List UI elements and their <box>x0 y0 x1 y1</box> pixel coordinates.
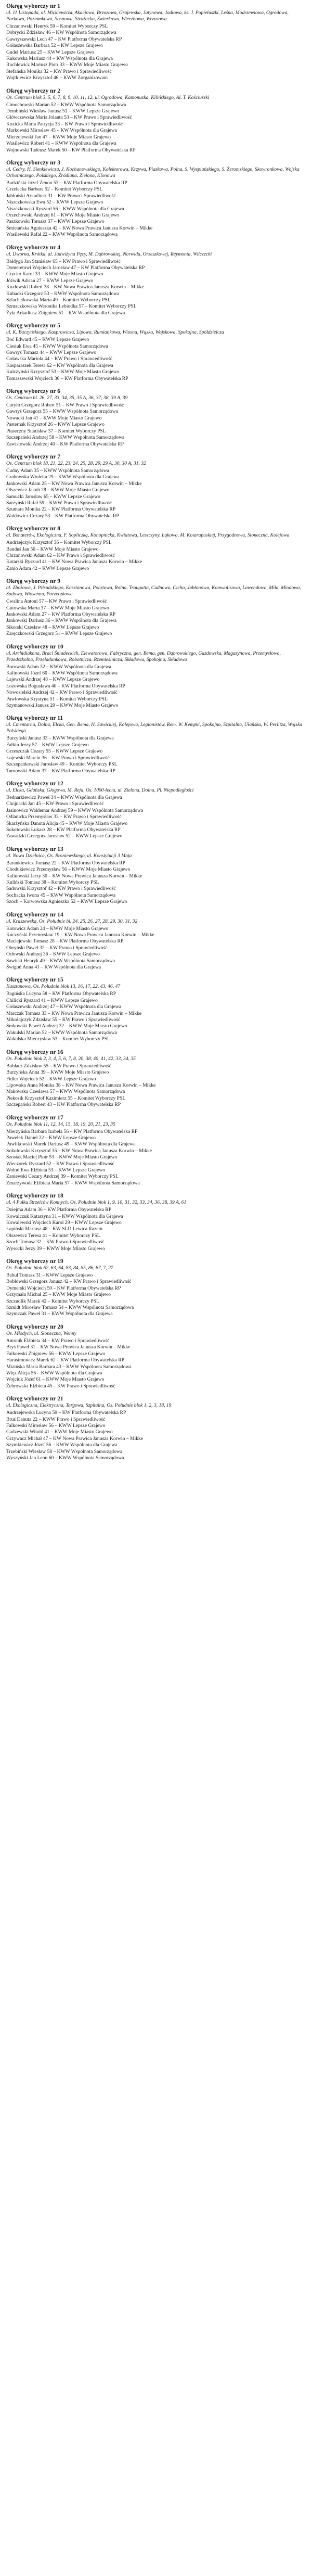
candidate-entry: Ćwalina Antoni 57 – KW Prawo i Sprawiedliwość <box>6 598 107 605</box>
candidate-entry: Barankiewicz Tomasz 22 – KW Platforma Obywatelska RP <box>6 860 125 866</box>
district-title: Okręg wyborczy nr 14 <box>6 911 63 918</box>
district-title: Okręg wyborczy nr 1 <box>6 3 61 9</box>
candidate-entry: Sadowski Krzysztof 42 – KW Prawo i Sprawiedliwość <box>6 886 116 892</box>
candidate-entry: Fałkin Jerzy 57 – KWW Lepsze Grajewo <box>6 742 89 748</box>
candidate-entry: Wieczorek Ryszard 52 – KW Prawo i Sprawiedliwość <box>6 1161 114 1167</box>
candidate-entry: Więz Alicja 56 – KWW Wspólnota dla Grajewa <box>6 1370 102 1376</box>
district-title: Okręg wyborczy nr 3 <box>6 159 61 166</box>
candidate-entry: Bobłowski Grzegorz Janusz 42 – KW Prawo i Sprawiedliwość <box>6 1279 132 1285</box>
candidate-entry: Kozłowski Robert 38 – KW Nowa Prawica Janusza Korwin – Mikke <box>6 284 144 290</box>
district-title: Okręg wyborczy nr 12 <box>6 780 63 787</box>
candidate-entry: Banduś Jan 50 – KWW Moje Miasto Grajewo <box>6 546 99 552</box>
district-section <box>6 88 306 154</box>
candidate-entry: Dobrycki Zdzisław 46 – KW Wspólnota Samorządowa <box>6 30 116 36</box>
candidate-list <box>6 102 306 154</box>
candidate-entry: Kalinowski Józef 60 – KWW Wspólnota Samorządowa <box>6 670 118 677</box>
candidate-entry: Szczepański Andrzej 58 – KWW Wspólnota Samorządowa <box>6 435 125 441</box>
district-title: Okręg wyborczy nr 17 <box>6 1114 63 1121</box>
district-section <box>6 1258 306 1318</box>
candidate-entry: Szoch – Karwowska Agnieszka 52 – KWW Lepsze Grajewo <box>6 899 127 905</box>
candidate-entry: Sokołowski Łukasz 28 – KW Platforma Obywatelska RP <box>6 826 121 833</box>
candidate-entry: Burzyński Janusz 33 – KWW Wspólnota dla Grajewa <box>6 735 114 742</box>
candidate-entry: Ruchlewicz Mariusz Piotr 33 – KWW Moje Miasto Grajewo <box>6 62 128 68</box>
candidate-entry: Jasinowicz Waldemar Andrzej 59 – KWW Wspólnota Samorządowa <box>6 807 144 813</box>
candidate-entry: Orłowski Andrzej 36 – KWW Lepsze Grajewo <box>6 951 100 958</box>
candidate-entry: Szymkiewicz Józef 56 – KWW Wspólnota dla Grajewa <box>6 1442 118 1448</box>
candidate-entry: Cimochowski Marian 52 – KWW Wspólnota Samorządowa <box>6 101 126 108</box>
candidate-entry: Piekosik Krzysztof Kazimierz 55 – Komitet Wyborczy PSL <box>6 1095 126 1101</box>
district-section <box>6 160 306 238</box>
candidate-list <box>6 991 306 1042</box>
candidate-entry: Bobłacz Zdzisław 55 – KW Prawo i Sprawiedliwość <box>6 1063 112 1069</box>
district-title: Okręg wyborczy nr 15 <box>6 977 63 984</box>
candidate-entry: Wasilewski Rafał 22 – KWW Wspólnota Samorządowa <box>6 232 118 238</box>
candidate-entry: Cudny Adam 35 – KWW Wspólnota Samorządowa <box>6 467 109 474</box>
candidate-entry: Gutowska Marta 37 – KWW Moje Miasto Grajewo <box>6 605 109 611</box>
candidate-entry: Żyła Arkadiusz Zbigniew 51 – KW Wspólnota dla Grajewa <box>6 310 125 316</box>
candidate-entry: Jankowski Adam 25 – KW Nowa Prawica Janusza Korwin – Mikke <box>6 480 142 487</box>
candidate-entry: Wołod Ewa Elżbieta 53 – KWW Lepsze Grajewo <box>6 1167 106 1173</box>
candidate-entry: Zanio Adam 42 – KWW Lepsze Grajewo <box>6 565 89 571</box>
candidate-entry: Gawryś Grzegorz 55 – KWW Wspólnota Samorządowa <box>6 409 118 415</box>
candidate-entry: Tomaszewski Wojciech 36 – KW Platforma Obywatelska RP <box>6 375 128 381</box>
district-section <box>6 1193 306 1252</box>
candidate-entry: Jóźwik Adrian 27 – KWW Lepsze Grajewo <box>6 277 94 284</box>
candidate-list <box>6 468 306 519</box>
candidate-entry: Chilicki Ryszard 41 – KWW Lepsze Grajewo <box>6 997 98 1003</box>
district-section <box>6 245 306 317</box>
district-title: Okręg wyborczy nr 2 <box>6 87 61 94</box>
district-section <box>6 323 306 382</box>
candidate-entry: Kubacki Grzegorz 53 – KWW Wspólnota Samorządowa <box>6 290 120 297</box>
candidate-entry: Nowacki Jan 41 – KWW Moje Miasto Grajewo <box>6 415 102 421</box>
district-section <box>6 977 306 1042</box>
candidate-entry: Szczepański Robert 43 – KW Platforma Obywatelska RP <box>6 1102 121 1108</box>
candidate-list <box>6 926 306 971</box>
candidate-list <box>6 1410 306 1461</box>
district-section <box>6 1115 306 1187</box>
candidate-entry: Boć Edward 45 – KWW Lepsze Grajewo <box>6 337 89 343</box>
candidate-entry: Szmaczkowska Weronika Lebiodka 57 – Komitet Wyborczy PSL <box>6 303 137 310</box>
candidate-entry: Andrzejewska Lucyna 59 – KW Platforma Obywatelska RP <box>6 1410 126 1416</box>
candidate-entry: Bednarkiewicz Paweł 34 – KWW Wspólnota dla Grajewa <box>6 794 122 800</box>
candidate-entry: Gołaszewski Andrzej 47 – KWW Wspólnota dla Grajewa <box>6 1004 122 1010</box>
candidate-entry: Sikorski Czesław 48 – KWW Lepsze Grajewo <box>6 624 99 630</box>
candidate-entry: Kuliński Tomasz 38 – Komitet Wyborczy PSL <box>6 879 99 885</box>
candidate-entry: Domeretowi Wojciech Jarosław 47 – KW Platforma Obywatelska RP <box>6 264 145 271</box>
candidate-entry: Bryś Paweł 31 – KW Nowa Prawica Janusza Korwin – Mikke <box>6 1344 131 1350</box>
district-section <box>6 3 306 82</box>
candidate-entry: Wojnowski Tadeusz Marek 50 – KW Platforma Obywatelska RP <box>6 147 136 153</box>
district-title: Okręg wyborczy nr 18 <box>6 1193 63 1200</box>
candidate-entry: Gadzewski Witold 41 – KWW Moje Miasto Grajewo <box>6 1429 113 1435</box>
candidate-entry: Gawryszewski Lech 47 – KW Platforma Obywatelska RP <box>6 36 122 42</box>
candidate-entry: Trzebiński Wiesław 58 – KWW Wspólnota Samorządowa <box>6 1448 123 1455</box>
candidate-entry: Śmietańska Agnieszka 42 – KW Nowa Prawica Janusza Korwin – Mikke <box>6 225 153 231</box>
candidate-entry: Waldowicz Cezary 53 – KW Platforma Obywatelska RP <box>6 513 119 519</box>
candidate-entry: Chrzanowski Adam 62 – KW Prawo i Sprawiedliwość <box>6 552 115 558</box>
candidate-list <box>6 735 306 774</box>
district-title: Okręg wyborczy nr 8 <box>6 526 61 532</box>
candidate-list <box>6 259 306 317</box>
candidate-entry: Kuczyński Przemysław 19 – KW Nowa Prawica Janusza Korwin – Mikke <box>6 932 154 938</box>
candidate-entry: Pasternak Krzysztof 26 – KWW Lepsze Grajewo <box>6 422 105 428</box>
candidate-entry: Łapiński Mariusz 48 – KW SLD Lewica Razem <box>6 1226 102 1232</box>
district-title: Okręg wyborczy nr 5 <box>6 323 61 329</box>
candidate-entry: Główczewska Maria Jolanta 53 – KW Prawo i Sprawiedliwość <box>6 114 132 121</box>
candidate-entry: Zawistowski Andrzej 40 – KW Platforma Obywatelska RP <box>6 441 124 447</box>
candidate-entry: Zawadzki Grzegorz Jarosław 52 – KWW Lepsze Grajewo <box>6 833 123 839</box>
candidate-entry: Grzelecka Barbara 52 – Komitet Wyborczy PSL <box>6 186 103 193</box>
candidate-entry: Mierzyńska Barbara Izabela 56 – KW Platforma Obywatelska RP <box>6 1128 138 1134</box>
candidate-entry: Babul Tomasz 31 – KWW Lepsze Grajewo <box>6 1272 93 1279</box>
candidate-entry: Chodukiewicz Przemysław 56 – KWW Moje Miasto Grajewo <box>6 866 131 873</box>
candidate-entry: Andrzejczyk Krzysztof 36 – Komitet Wyborczy PSL <box>6 540 112 546</box>
district-section <box>6 1324 306 1389</box>
candidate-entry: Kukowska Mariusz 44 – KW Wspólnota dla Grajewa <box>6 56 113 62</box>
district-streets: Kasztanowa, Os. Południe blok 13, 16, 17, 22, 43, 46, 47 <box>6 984 121 990</box>
candidate-entry: Pawlikowski Marek Dariusz 49 – KWW Wspólnota dla Grajewa <box>6 1141 136 1147</box>
candidate-list <box>6 860 306 906</box>
candidate-list <box>6 402 306 448</box>
candidate-entry: Kalinowski Jerzy 30 – KW Nowa Prawica Janusza Korwin – Mikke <box>6 873 142 879</box>
district-title: Okręg wyborczy nr 7 <box>6 453 61 460</box>
district-section <box>6 781 306 840</box>
candidate-list <box>6 598 306 637</box>
district-streets: al. Bohaterów, Ekologiczna, F. Sopliczką, Konopnicka, Kwiatowa, Leszczyny, Łąkowa, M. Kotarapuskiej, Przygodnowa, Słoneczna, Kolejowa <box>6 532 290 539</box>
candidate-entry: Chrzanowski Henryk 59 – Komitet Wyborczy PSL <box>6 23 108 29</box>
district-streets: Os. Południe blok 11, 12, 14, 15, 18, 19, 20, 21, 23, 35 <box>6 1121 115 1127</box>
district-section <box>6 644 306 709</box>
district-streets: Os. Centrum bl. 26, 27, 33, 34, 35, 35 A, 36, 37, 38, 39 A, 39 <box>6 395 128 401</box>
candidate-entry: Sochacka Iwona 45 – KWW Wspólnota Samorządowa <box>6 892 116 898</box>
candidate-entry: Łojewski Marcin 36 – KW Prawo i Sprawiedliwość <box>6 755 110 761</box>
district-streets: al. Zbożowa, J. Piłsudskiego, Kasztanowa, Pocztowa, Rolna, Traugutta, Cudnowa, Cicha, Jabłonowa, Komwalisowa, Lawendowa, Miła, Miodowa, Sadowa, Wiosenna, Porzeczkowe <box>6 585 301 597</box>
candidate-entry: Wojtkiewicz Krzysztof 46 – KWW Zorganizowani <box>6 75 108 81</box>
candidate-entry: Kowalewski Wojciech Karol 29 – KWW Lepsze Grajewo <box>6 1220 122 1226</box>
district-section <box>6 1049 306 1108</box>
district-title: Okręg wyborczy nr 16 <box>6 1049 63 1055</box>
candidate-entry: Pawełek Daniel 22 – KWW Lepsze Grajewo <box>6 1134 96 1141</box>
candidate-entry: Szmidt Mirosław Tomasz 54 – KWW Wspólnota Samorządowa <box>6 1305 134 1311</box>
candidate-entry: Olszewicz Jakub 28 – KWW Moje Miasto Grajewo <box>6 487 110 493</box>
district-streets: ul. 4 Pułku Strzelców Konnych, Os. Południe blok 1, 9, 10, 31, 32, 33, 34, 36, 38, 39 A, 61 <box>6 1200 187 1206</box>
candidate-entry: Sarzyński Rafał 59 – KWW Prawo i Sprawiedliwość <box>6 500 112 506</box>
candidate-entry: Skarżyńska Danuta Alicja 45 – KWW Moje Miasto Grajewo <box>6 820 128 826</box>
candidate-entry: Kowalczuk Katarzyna 31 – KWW Wspólnota dla Grajewa <box>6 1213 123 1219</box>
candidate-entry: Bałdyga Jan Stanisław 65 – KW Prawo i Sprawiedliwość <box>6 258 121 264</box>
district-section <box>6 912 306 971</box>
district-section <box>6 578 306 637</box>
candidate-entry: Curyło Grzegorz Robert 51 – KW Prawo i Sprawiedliwość <box>6 402 124 409</box>
candidate-entry: Wasilewicz Robert 41 – KWW Wspólnota dla Grajewa <box>6 141 116 147</box>
candidate-entry: Pawłowska Krystyna 51 – Komitet Wyborczy PSL <box>6 696 108 702</box>
district-streets: ul. Kraszewska, Os. Południe bl. 24, 25, 26, 27, 28, 29, 30, 31, 32 <box>6 918 138 924</box>
candidate-entry: Falkowski Zbigniew 56 – KWW Lepsze Grajewo <box>6 1350 106 1357</box>
district-streets: ul. Cmentarna, Dolna, Ełcka, Gen. Bema, H. Sawickiej, Kolejowa, Legionistów, Rem. W. Kempki, Spokojna, Szpitalna, Ułańska, W. Perlitza, Wojska Polskiego <box>6 722 303 734</box>
candidate-entry: Marczak Tomasz 33 – KW Nowa Prawica Janusza Korwin – Mikke <box>6 1010 142 1016</box>
district-streets: ul. Dworna, Krótka, al. Jadwiżyna Pęcy, M. Dąbrowskiej, Norwida, Orzeszkowej, Reymonta, Wilczecki <box>6 251 212 257</box>
candidate-entry: Makowska Czesława 57 – KWW Wspólnota Samorządowa <box>6 1089 125 1095</box>
candidate-entry: Szlachetkowska Marta 49 – Komitet Wyborczy PSL <box>6 297 111 303</box>
candidate-entry: Łajewski Andrzej 48 – KWW Lepsze Grajewo <box>6 677 100 683</box>
district-section <box>6 526 306 572</box>
candidate-list <box>6 1063 306 1108</box>
candidate-entry: Borowski Adam 32 – KWW Wspólnota dla Grajewa <box>6 664 111 670</box>
candidate-entry: Grycko Karol 33 – KWW Moje Miasto Grajewo <box>6 271 103 277</box>
candidate-entry: Grzymała Michał 25 – KWW Moje Miasto Grajewo <box>6 1292 111 1298</box>
district-section <box>6 846 306 906</box>
candidate-entry: Szoch Tomasz 32 – KW Prawo i Sprawiedliwość <box>6 1239 105 1245</box>
candidate-entry: Wyszyński Jan Leon 60 – KWW Wspólnota Samorządowa <box>6 1455 124 1461</box>
candidate-entry: Szymanowski Janusz 29 – KWW Moje Miasto Grajewo <box>6 703 119 709</box>
district-title: Okręg wyborczy nr 9 <box>6 578 61 585</box>
candidate-entry: Obryński Paweł 32 – KW Prawo i Sprawiedliwość <box>6 945 108 951</box>
district-title: Okręg wyborczy nr 21 <box>6 1396 63 1402</box>
candidate-entry: Goławska Mariola 44 – KW Prawo i Sprawiedliwość <box>6 356 113 362</box>
district-section <box>6 454 306 519</box>
district-section <box>6 1396 306 1461</box>
candidate-entry: Lipowska Anna Monika 38 – KW Nowa Prawica Janusza Korwin – Mikke <box>6 1082 156 1088</box>
candidate-entry: Harasimowicz Marek 62 – KW Platforma Obywatelska RP <box>6 1357 125 1363</box>
candidate-entry: Grzeszczak Cezary 55 – KWW Lepsze Grajewo <box>6 748 103 755</box>
candidate-entry: Jabłoński Arkadiusz 31 – KW Prawo i Sprawiedliwość <box>6 193 116 199</box>
candidate-entry: Smkowski Paweł Andrzej 32 – KWW Moje Miasto Grajewo <box>6 1023 127 1029</box>
candidate-entry: Szymczak Paweł 31 – KWW Wspólnota dla Grajewa <box>6 1311 113 1317</box>
candidate-entry: Wakulski Marian 52 – KWW Wspólnota Samorządowa <box>6 1029 118 1036</box>
district-title: Okręg wyborczy nr 20 <box>6 1323 63 1330</box>
candidate-entry: Kulczyński Krzysztof 53 – KWW Moje Miasto Grajewo <box>6 369 120 375</box>
candidate-entry: Jankowski Adam 27 – KW Platforma Obywatelska RP <box>6 611 116 617</box>
candidate-entry: Orzechowski Andrzej 61 – KWW Moje Miasto Grajewo <box>6 212 119 218</box>
candidate-entry: Dembiński Wiesław Janusz 51 – KWW Lepsze Grajewo <box>6 108 119 114</box>
candidate-list <box>6 1207 306 1252</box>
district-streets: ul. Archidiakona, Braci Śniadeckich, Elewatorowa, Fabryczna, gen. Bema, gen. Dąbrowskiego, Gazdowska, Magazynowa, Przemysłowa, Przedszkolna, Przeładunkowa, Robotnicza, Rzemieślnicza, Składowa, Spokojna, Składowa <box>6 650 281 662</box>
candidate-entry: Sokołowski Krzysztof 35 – KW Nowa Prawica Janusza Korwin – Mikke <box>6 1147 152 1154</box>
candidate-list <box>6 180 306 238</box>
district-streets: ul. Ekologiczna, Elektryczna, Targowa, Szpitalna, Os. Południe blok 1, 2, 3, 18, 19 <box>6 1402 172 1409</box>
candidate-entry: Grzywacz Michał 47 – KW Nowa Prawica Janusza Korwin – Mikke <box>6 1435 144 1442</box>
district-streets: Os. Południe blok 2, 3, 4, 5, 6, 7, 8, 20, 38, 40, 41, 42, 33, 34, 35 <box>6 1055 136 1062</box>
candidate-entry: Niszczkowski Ryszard 56 – KWW Wspólnota dla Grajewa <box>6 206 124 212</box>
district-streets: ul. K. Baczyńskiego, Kasprowicza, Lipowa, Rumiankowa, Wiosna, Wąska, Wojskowa, Spokojna, Spółdzielcza <box>6 329 224 336</box>
candidate-list <box>6 1272 306 1318</box>
district-streets: Os. Młodych, ul. Słoneczna, Wenny <box>6 1330 76 1336</box>
candidate-entry: Odlanicka Przemysław 33 – KW Prawo i Sprawiedliwość <box>6 814 122 820</box>
candidate-entry: Łozowska Bogusława 40 – KW Platforma Obywatelska RP <box>6 683 125 689</box>
candidate-entry: Budziński Józef Zenon 53 – KW Platforma Obywatelska RP <box>6 180 127 186</box>
candidate-entry: Niszczkowska Ewa 52 – KWW Lepsze Grajewo <box>6 199 103 206</box>
candidate-entry: Dymerski Wojciech 50 – KW Platforma Obywatelska RP <box>6 1285 121 1291</box>
district-streets: Os. Południe blok 62, 63, 64, 83, 84, 85, 86, 87, 7, 27 <box>6 1265 113 1271</box>
candidate-entry: Piaseczny Stanisław 37 – Komitet Wyborczy PSL <box>6 428 106 434</box>
candidate-entry: Mikołajczyk Zdzisław 55 – KW Prawo i Sprawiedliwość <box>6 1017 121 1023</box>
candidate-entry: Kozicka Maria Patrycja 33 – KW Prawo i Sprawiedliwość <box>6 121 123 127</box>
candidate-entry: Ciesiuk Ewa 45 – KWW Wspólnota Samorządowa <box>6 343 108 349</box>
district-title: Okręg wyborczy nr 6 <box>6 388 61 395</box>
candidate-entry: Nowosielski Andrzej 42 – KW Prawo i Sprawiedliwość <box>6 690 118 696</box>
candidate-entry: Szumara Monika 22 – KW Platforma Obywatelska RP <box>6 506 116 513</box>
candidate-entry: Wysocki Jerzy 39 – KWW Moje Miasto Grajewo <box>6 1245 105 1252</box>
candidate-entry: Zaniewski Cezary Andrzej 39 – Komitet Wyborczy PSL <box>6 1174 119 1180</box>
district-title: Okręg wyborczy nr 19 <box>6 1258 63 1265</box>
candidate-entry: Zmarzywoda Elżbieta Maria 57 – KWW Wspólnota Samorządowa <box>6 1180 140 1186</box>
district-streets: ul. Nowa Dzielnica, Os. Broniewskiego, al. Konstytucji 3 Maja <box>6 852 132 859</box>
candidate-entry: Samucki Jarosław 65 – KWW Lepsze Grajewo <box>6 493 100 500</box>
district-streets: ul. 11 Listopada, al. Mickiewicza, Akacjowa, Brzozowa, Grajewska, Jatynowa, Jodłowa, ks. J. Popiełuszki, Leśna, Modrzewiowa, Ogrodowa, Parkowa, Poziomkowa, Sosnowa, Strażacka, Świerkowa, Wierzbowa, Wrzosowa <box>6 10 289 22</box>
candidate-entry: Falkowski Mirosław 56 – KWW Lepsze Grajewo <box>6 1422 106 1429</box>
candidate-entry: Bagińska Lucyna 58 – KW Platforma Obywatelska RP <box>6 991 116 997</box>
candidate-list <box>6 795 306 840</box>
candidate-entry: Tarnowski Adam 37 – KW Platforma Obywatelska RP <box>6 768 115 774</box>
district-streets: Os. Centrum blok 3, 5, 6, 7, 8, 9, 10, 11, 12, ul. Ogrodowa, Kamonuska, Kilińskiego, Al. T. Kościuszki <box>6 94 210 100</box>
candidate-list <box>6 23 306 82</box>
candidate-entry: Żebrowska Elżbieta 45 – KW Prawo i Sprawiedliwość <box>6 1383 115 1389</box>
candidate-list <box>6 1338 306 1389</box>
candidate-list <box>6 540 306 572</box>
district-streets: Os. Centrum blok 18, 21, 22, 23, 24, 25, 28, 29, 29 A, 30, 30 A, 31, 32 <box>6 460 146 466</box>
district-section <box>6 715 306 774</box>
candidate-entry: Burzyńska Anna 39 – KWW Moje Miasto Grajewo <box>6 1069 109 1076</box>
candidate-entry: Maciejewski Tomasz 28 – KW Platforma Obywatelska RP <box>6 938 124 945</box>
candidate-entry: Szostak Maciej Piotr 53 – KWW Moje Miasto Grajewo <box>6 1154 118 1161</box>
candidate-entry: Paszkowski Tomasz 37 – KWW Lepsze Grajewo <box>6 219 105 225</box>
candidate-entry: Chojnacki Jan 45 – KW Prawo i Sprawiedliwość <box>6 801 104 807</box>
district-streets: ul. Ełcka, Gdańska, Głogowa, M. Reja, Os. 1000-lecia, ul. Zielona, Dolna, Pl. Niepodległości <box>6 787 194 793</box>
candidate-entry: Gudel Mariusz 25 – KWW Lepsze Grajewo <box>6 49 94 55</box>
candidate-entry: Szczudlik Marek 42 – Komitet Wyborczy PSL <box>6 1298 99 1304</box>
candidate-entry: Wakulska Mieczysław 53 – Komitet Wyborczy PSL <box>6 1036 110 1042</box>
candidate-entry: Gawryś Tomasz 44 – KWW Lepsze Grajewo <box>6 350 97 356</box>
candidate-entry: Mizińska Maria Barbara 43 – KWW Wspólnota Samorządowa <box>6 1363 132 1370</box>
candidate-list <box>6 1129 306 1187</box>
candidate-entry: Bruś Danuta 22 – KWW Prawo i Sprawiedliwość <box>6 1416 106 1422</box>
candidate-entry: Stefańska Monika 32 – KW Prawo i Sprawiedliwość <box>6 68 112 74</box>
candidate-list <box>6 337 306 382</box>
candidate-list <box>6 664 306 709</box>
candidate-entry: Wojciuk Józef 61 – KWW Moje Miasto Grajewo <box>6 1376 105 1383</box>
candidate-entry: Fidler Wojciech 52 – KWW Lepsze Grajewo <box>6 1076 96 1082</box>
candidate-entry: Jankowski Dariusz 36 – KWW Wspólnota dla Grajewa <box>6 618 116 624</box>
candidate-entry: Olszewicz Teresa 41 – Komitet Wyborczy PSL <box>6 1232 100 1239</box>
candidate-entry: Szczepankowski Jarosław 49 – Komitet Wyborczy PSL <box>6 761 118 768</box>
district-title: Okręg wyborczy nr 4 <box>6 244 61 251</box>
candidate-entry: Grabowska Wioletta 29 – KWW Wspólnota dla Grajewa <box>6 474 120 480</box>
district-title: Okręg wyborczy nr 11 <box>6 715 63 722</box>
candidate-entry: Kotowicz Adam 24 – KWW Moje Miasto Grajewo <box>6 925 109 932</box>
candidate-entry: Kotarski Ryszard 41 – KW Nowa Prawica Janusza Korwin – Mikke <box>6 559 142 565</box>
candidate-entry: Sawicki Henryk 49 – KWW Wspólnota Samorządowa <box>6 958 115 964</box>
candidate-entry: Gołaszewska Barbara 52 – KW Lepsze Grajewo <box>6 43 103 49</box>
district-title: Okręg wyborczy nr 10 <box>6 643 63 650</box>
candidate-entry: Markowski Mirosław 45 – KW Wspólnota dla Grajewa <box>6 127 118 134</box>
district-title: Okręg wyborczy nr 13 <box>6 846 63 852</box>
candidate-entry: Antonik Elżbieta 34 – KW Prawo i Sprawiedliwość <box>6 1337 110 1344</box>
district-streets: ul. Cedry, H. Sienkiewicza, J. Kochanowskiego, Kolektorowa, Krzywa, Piaskowa, Polna, S. Wyspiańskiego, S. Żeromskiego, Skowronkowa, Wojska Ochotniczego, Polskiego, Źródlana, Zielona, Klonowa <box>6 166 300 178</box>
candidate-entry: Zaręczkowski Grzegorz 51 – KWW Lepsze Grajewo <box>6 631 112 637</box>
district-section <box>6 388 306 448</box>
candidate-entry: Mierzejewski Jan 47 – KWW Moje Miasto Grajewo <box>6 134 111 140</box>
candidate-entry: Świgoń Anna 41 – KW Wspólnota dla Grajewa <box>6 964 101 971</box>
candidate-entry: Dziejma Adam 36 – KW Platforma Obywatelska RP <box>6 1207 112 1213</box>
candidate-entry: Kasparaszek Teresa 62 – KW Wspólnota dla Grajewa <box>6 362 113 368</box>
